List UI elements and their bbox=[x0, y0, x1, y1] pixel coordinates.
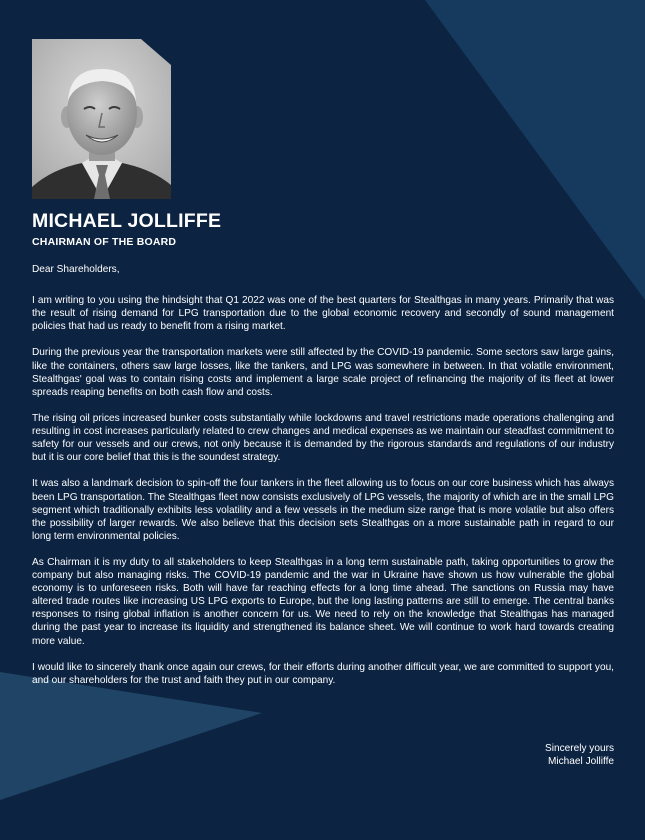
signature-name: Michael Jolliffe bbox=[547, 756, 614, 768]
salutation: Dear Shareholders, bbox=[32, 264, 120, 275]
closing: Sincerely yours bbox=[544, 743, 614, 754]
letter-paragraph: As Chairman it is my duty to all stakeholders to keep Stealthgas in a long term sustainable path, taking opportunities to grow the company but also managing risks. The COVID-19 pandemic and the war in Ukraine have shown us how vulnerable the global economy is to unforeseen risks. Both will have far reaching effects for a long time ahead. The sanctions on Russia may have altered trade routes like increasing US LPG exports to Europe, but the long lasting patterns are still to emerge. The central banks responses to rising global inflation is another concern for us. We need to rely on the knowledge that Stealthgas has managed during the past year to increase its liquidity and strengthened its balance sheet. We will continue to work hard towards creating more value. bbox=[32, 556, 614, 647]
letter-paragraph: The rising oil prices increased bunker costs substantially while lockdowns and travel restrictions made operations challenging and resulting in cost increases particularly related to crew changes and medical expenses as we maintain our steadfast commitment to safety for our vessels and our crews, not only because it is demanded by the rigorous standards and regulations of our industry but it is our core belief that this is the soundest strategy. bbox=[32, 412, 614, 464]
letter-paragraph: It was also a landmark decision to spin-off the four tankers in the fleet allowing us to focus on our core business which has always been LPG transportation. The Stealthgas fleet now consists exclusively of LPG vessels, the majority of which are in the small LPG segment which traditionally exhibits less volatility and a few vessels in the medium size range that is more volatile but also offers the possibility of larger rewards. We also believe that this decision sets Stealthgas on a more sustainable path in regard to our long term environmental policies. bbox=[32, 478, 614, 542]
chairman-title: CHAIRMAN OF THE BOARD bbox=[32, 236, 177, 248]
signature-block bbox=[545, 742, 614, 768]
letter-body bbox=[32, 263, 614, 700]
letter-paragraph: I would like to sincerely thank once again our crews, for their efforts during another difficult year, we are committed to support you, and our shareholders for the trust and faith they put in our company. bbox=[32, 661, 614, 686]
letter-paragraph: During the previous year the transportation markets were still affected by the COVID-19 pandemic. Some sectors saw large gains, like the containers, others saw large losses, like the tankers, and LPG was somewhere in between. In that volatile environment, Stealthgas' goal was to contain rising costs and implement a large scale project of refinancing the majority of its fleet at lower spreads reaping benefits on both cash flow and costs. bbox=[32, 347, 614, 398]
letter-paragraph: I am writing to you using the hindsight that Q1 2022 was one of the best quarters for Stealthgas in many years. Primarily that was the result of rising demand for LPG transportation due to the global economic recovery and secondly of sound management policies that had us ready to benefit from a rising market. bbox=[32, 295, 614, 333]
chairman-portrait bbox=[32, 39, 171, 199]
chairman-name: MICHAEL JOLLIFFE bbox=[32, 210, 222, 232]
